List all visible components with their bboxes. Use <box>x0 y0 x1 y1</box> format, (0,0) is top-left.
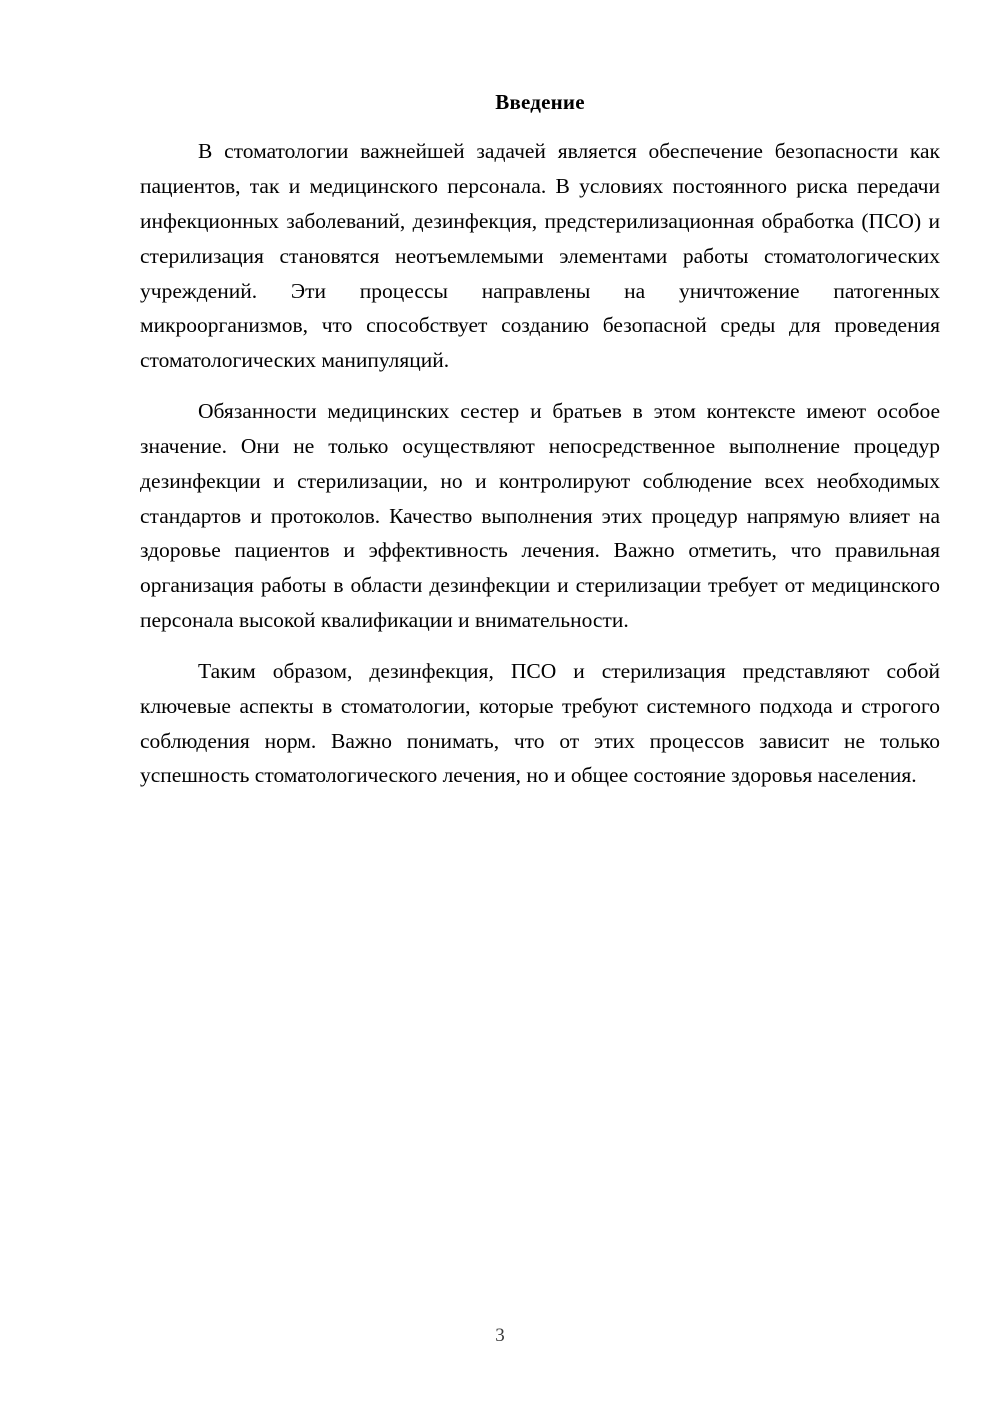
page-title: Введение <box>495 90 585 114</box>
page-number: 3 <box>495 1325 505 1346</box>
paragraph: В стоматологии важнейшей задачей является обеспечение безопасности как пациентов, так и медицинского персонала. В условиях постоянного риска передачи инфекционных заболеваний, дезинфекция, предстерилизационная обработка (ПСО) и стерилизация становятся неотъемлемыми элементами работы стоматологических учреждений. Эти процессы направлены на уничтожение патогенных микроорганизмов, что способствует созданию безопасной среды для проведения стоматологических манипуляций. <box>140 139 940 373</box>
page-content <box>140 88 940 793</box>
paragraph: Обязанности медицинских сестер и братьев в этом контексте имеют особое значение. Они не только осуществляют непосредственное выполнение процедур дезинфекции и стерилизации, но и контролируют соблюдение всех необходимых стандартов и протоколов. Качество выполнения этих процедур напрямую влияет на здоровье пациентов и эффективность лечения. Важно отметить, что правильная организация работы в области дезинфекции и стерилизации требует от медицинского персонала высокой квалификации и внимательности. <box>140 399 940 633</box>
paragraph: Таким образом, дезинфекция, ПСО и стерилизация представляют собой ключевые аспекты в стоматологии, которые требуют системного подхода и строгого соблюдения норм. Важно понимать, что от этих процессов зависит не только успешность стоматологического лечения, но и общее состояние здоровья населения. <box>140 658 940 788</box>
